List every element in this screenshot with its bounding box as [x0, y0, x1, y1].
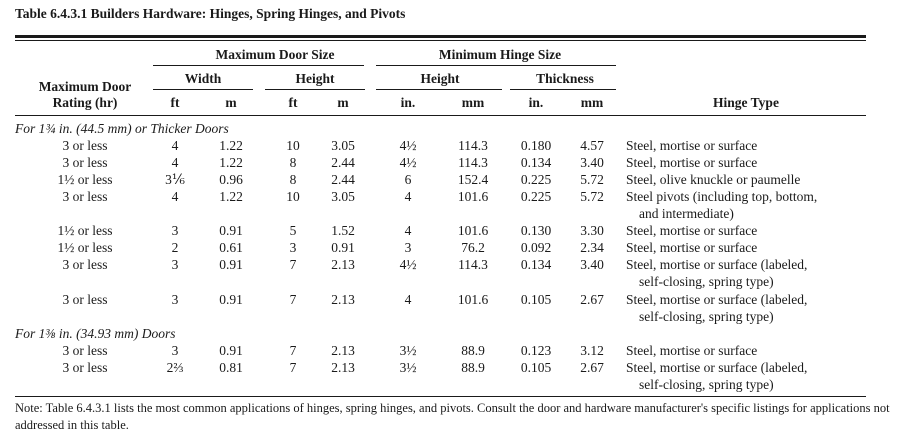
- thickness-in-cell: 0.130: [520, 223, 552, 238]
- rating-cell: 3 or less: [62, 155, 108, 170]
- rating-cell: 3 or less: [62, 189, 108, 204]
- height-ft-cell: 3: [289, 240, 297, 255]
- width-ft-cell: 3⅙: [165, 172, 185, 187]
- thickness-mm-cell: 3.30: [580, 223, 604, 238]
- hinge-type-cell: Steel, mortise or surface (labeled,: [626, 292, 808, 307]
- width-m-cell: 0.61: [219, 240, 243, 255]
- max-door-size-underline: [153, 65, 364, 66]
- hinge-type-cell: Steel, olive knuckle or paumelle: [626, 172, 801, 187]
- thickness-in-cell: 0.105: [520, 292, 552, 307]
- thickness-mm-cell: 4.57: [580, 138, 604, 153]
- height-ft-cell: 8: [289, 172, 297, 187]
- height-ft-cell: 10: [286, 189, 300, 204]
- width-m-cell: 0.96: [219, 172, 243, 187]
- hinge-height-mm-cell: 88.9: [461, 360, 485, 375]
- width-ft-cell: 4: [171, 189, 179, 204]
- width-m-cell: 0.91: [219, 343, 243, 358]
- hinge-type-cell-continued: self-closing, spring type): [639, 309, 774, 324]
- height-m-cell: 2.13: [331, 292, 355, 307]
- width-m-cell: 0.91: [219, 257, 243, 272]
- hinge-type-cell-continued: self-closing, spring type): [639, 377, 774, 392]
- section-label-thick-doors: For 1¾ in. (44.5 mm) or Thicker Doors: [15, 121, 229, 136]
- height-m-cell: 2.44: [331, 172, 355, 187]
- header-bottom-rule: [15, 115, 866, 116]
- hinge-height-mm-cell: 101.6: [457, 292, 489, 307]
- hinge-type-cell: Steel, mortise or surface: [626, 223, 758, 238]
- hinge-height-mm-cell: 114.3: [458, 155, 488, 170]
- height-ft-cell: 10: [286, 138, 300, 153]
- hinge-height-mm-cell: 101.6: [457, 189, 489, 204]
- width-ft-cell: 3: [171, 257, 179, 272]
- header-hinge-type: Hinge Type: [713, 95, 779, 110]
- header-door-height: Height: [295, 71, 335, 86]
- hinge-height-in-cell: 6: [404, 172, 412, 187]
- hinge-height-in-cell: 4: [404, 189, 412, 204]
- height-ft-cell: 7: [289, 292, 297, 307]
- height-ft-cell: 5: [289, 223, 297, 238]
- thickness-mm-cell: 2.34: [580, 240, 604, 255]
- hinge-type-cell: Steel, mortise or surface (labeled,: [626, 360, 808, 375]
- thickness-mm-cell: 3.40: [580, 155, 604, 170]
- width-ft-cell: 3: [171, 223, 179, 238]
- hinge-height-mm-cell: 88.9: [461, 343, 485, 358]
- rating-cell: 3 or less: [62, 292, 108, 307]
- section-label-thin-doors: For 1⅜ in. (34.93 mm) Doors: [15, 326, 176, 341]
- hinge-type-cell: Steel, mortise or surface: [626, 155, 758, 170]
- rating-cell: 3 or less: [62, 257, 108, 272]
- hinge-height-underline: [376, 89, 502, 90]
- height-m-cell: 3.05: [331, 189, 355, 204]
- unit-hinge-height-in: in.: [400, 95, 416, 110]
- hinge-type-cell: Steel, mortise or surface: [626, 138, 758, 153]
- rating-cell: 3 or less: [62, 138, 108, 153]
- thickness-underline: [510, 89, 616, 90]
- hinge-height-mm-cell: 114.3: [458, 138, 488, 153]
- hinge-type-cell: Steel, mortise or surface (labeled,: [626, 257, 808, 272]
- unit-width-m: m: [225, 95, 237, 110]
- height-m-cell: 0.91: [331, 240, 355, 255]
- rating-cell: 3 or less: [62, 360, 108, 375]
- hinge-height-in-cell: 4½: [399, 155, 417, 170]
- height-ft-cell: 7: [289, 360, 297, 375]
- hinge-height-in-cell: 4½: [399, 138, 417, 153]
- width-ft-cell: 2⅔: [166, 360, 184, 375]
- height-m-cell: 1.52: [331, 223, 355, 238]
- thickness-mm-cell: 2.67: [580, 292, 604, 307]
- table-bottom-rule: [15, 396, 866, 397]
- hinge-height-in-cell: 3: [404, 240, 412, 255]
- hinge-height-in-cell: 4½: [399, 257, 417, 272]
- header-rating-line2: Rating (hr): [52, 95, 118, 110]
- thickness-in-cell: 0.092: [520, 240, 552, 255]
- hinge-type-cell: Steel pivots (including top, bottom,: [626, 189, 818, 204]
- top-thick-rule: [15, 35, 866, 38]
- width-ft-cell: 4: [171, 155, 179, 170]
- unit-height-m: m: [337, 95, 349, 110]
- height-m-cell: 2.13: [331, 343, 355, 358]
- header-min-hinge-size: Minimum Hinge Size: [438, 47, 562, 62]
- width-underline: [153, 89, 253, 90]
- hinge-height-mm-cell: 114.3: [458, 257, 488, 272]
- rating-cell: 1½ or less: [57, 172, 113, 187]
- hinge-type-cell: Steel, mortise or surface: [626, 343, 758, 358]
- hinge-type-cell-continued: self-closing, spring type): [639, 274, 774, 289]
- header-hinge-height: Height: [420, 71, 460, 86]
- hinge-height-in-cell: 3½: [399, 343, 417, 358]
- width-m-cell: 0.91: [219, 223, 243, 238]
- width-ft-cell: 2: [171, 240, 179, 255]
- width-ft-cell: 3: [171, 343, 179, 358]
- height-ft-cell: 8: [289, 155, 297, 170]
- thickness-mm-cell: 3.12: [580, 343, 604, 358]
- hinge-height-in-cell: 4: [404, 292, 412, 307]
- width-m-cell: 0.91: [219, 292, 243, 307]
- width-m-cell: 1.22: [219, 138, 243, 153]
- hinge-height-in-cell: 4: [404, 223, 412, 238]
- rating-cell: 3 or less: [62, 343, 108, 358]
- height-ft-cell: 7: [289, 343, 297, 358]
- height-m-cell: 2.13: [331, 360, 355, 375]
- thickness-in-cell: 0.105: [520, 360, 552, 375]
- thickness-in-cell: 0.134: [520, 155, 552, 170]
- height-ft-cell: 7: [289, 257, 297, 272]
- width-m-cell: 0.81: [219, 360, 243, 375]
- hinge-height-mm-cell: 152.4: [457, 172, 489, 187]
- height-m-cell: 2.13: [331, 257, 355, 272]
- min-hinge-size-underline: [376, 65, 616, 66]
- table-title: Table 6.4.3.1 Builders Hardware: Hinges, Spring Hinges, and Pivots: [15, 6, 406, 21]
- thickness-mm-cell: 5.72: [580, 172, 604, 187]
- header-thickness: Thickness: [536, 71, 594, 86]
- width-ft-cell: 3: [171, 292, 179, 307]
- width-m-cell: 1.22: [219, 189, 243, 204]
- hinge-type-cell-continued: and intermediate): [639, 206, 734, 221]
- thickness-in-cell: 0.180: [520, 138, 552, 153]
- thickness-mm-cell: 3.40: [580, 257, 604, 272]
- thickness-in-cell: 0.134: [520, 257, 552, 272]
- hinge-height-mm-cell: 76.2: [461, 240, 485, 255]
- height-m-cell: 3.05: [331, 138, 355, 153]
- width-ft-cell: 4: [171, 138, 179, 153]
- table-note: Note: Table 6.4.3.1 lists the most common applications of hinges, spring hinges, and pivots. Consult the door and hardware manufacturer's specific listings for applications not addressed in this table.: [15, 401, 890, 432]
- unit-height-ft: ft: [288, 95, 298, 110]
- unit-thickness-in: in.: [528, 95, 544, 110]
- unit-width-ft: ft: [170, 95, 180, 110]
- header-width: Width: [184, 71, 222, 86]
- width-m-cell: 1.22: [219, 155, 243, 170]
- hinge-height-mm-cell: 101.6: [457, 223, 489, 238]
- thickness-mm-cell: 5.72: [580, 189, 604, 204]
- unit-hinge-height-mm: mm: [461, 95, 485, 110]
- header-max-door-size: Maximum Door Size: [215, 47, 335, 62]
- door-height-underline: [265, 89, 365, 90]
- rating-cell: 1½ or less: [57, 240, 113, 255]
- top-thin-rule: [15, 40, 866, 41]
- thickness-in-cell: 0.225: [520, 189, 552, 204]
- height-m-cell: 2.44: [331, 155, 355, 170]
- thickness-in-cell: 0.123: [520, 343, 552, 358]
- header-rating-line1: Maximum Door: [38, 79, 132, 94]
- thickness-mm-cell: 2.67: [580, 360, 604, 375]
- rating-cell: 1½ or less: [57, 223, 113, 238]
- unit-thickness-mm: mm: [580, 95, 604, 110]
- hinge-height-in-cell: 3½: [399, 360, 417, 375]
- hinge-type-cell: Steel, mortise or surface: [626, 240, 758, 255]
- thickness-in-cell: 0.225: [520, 172, 552, 187]
